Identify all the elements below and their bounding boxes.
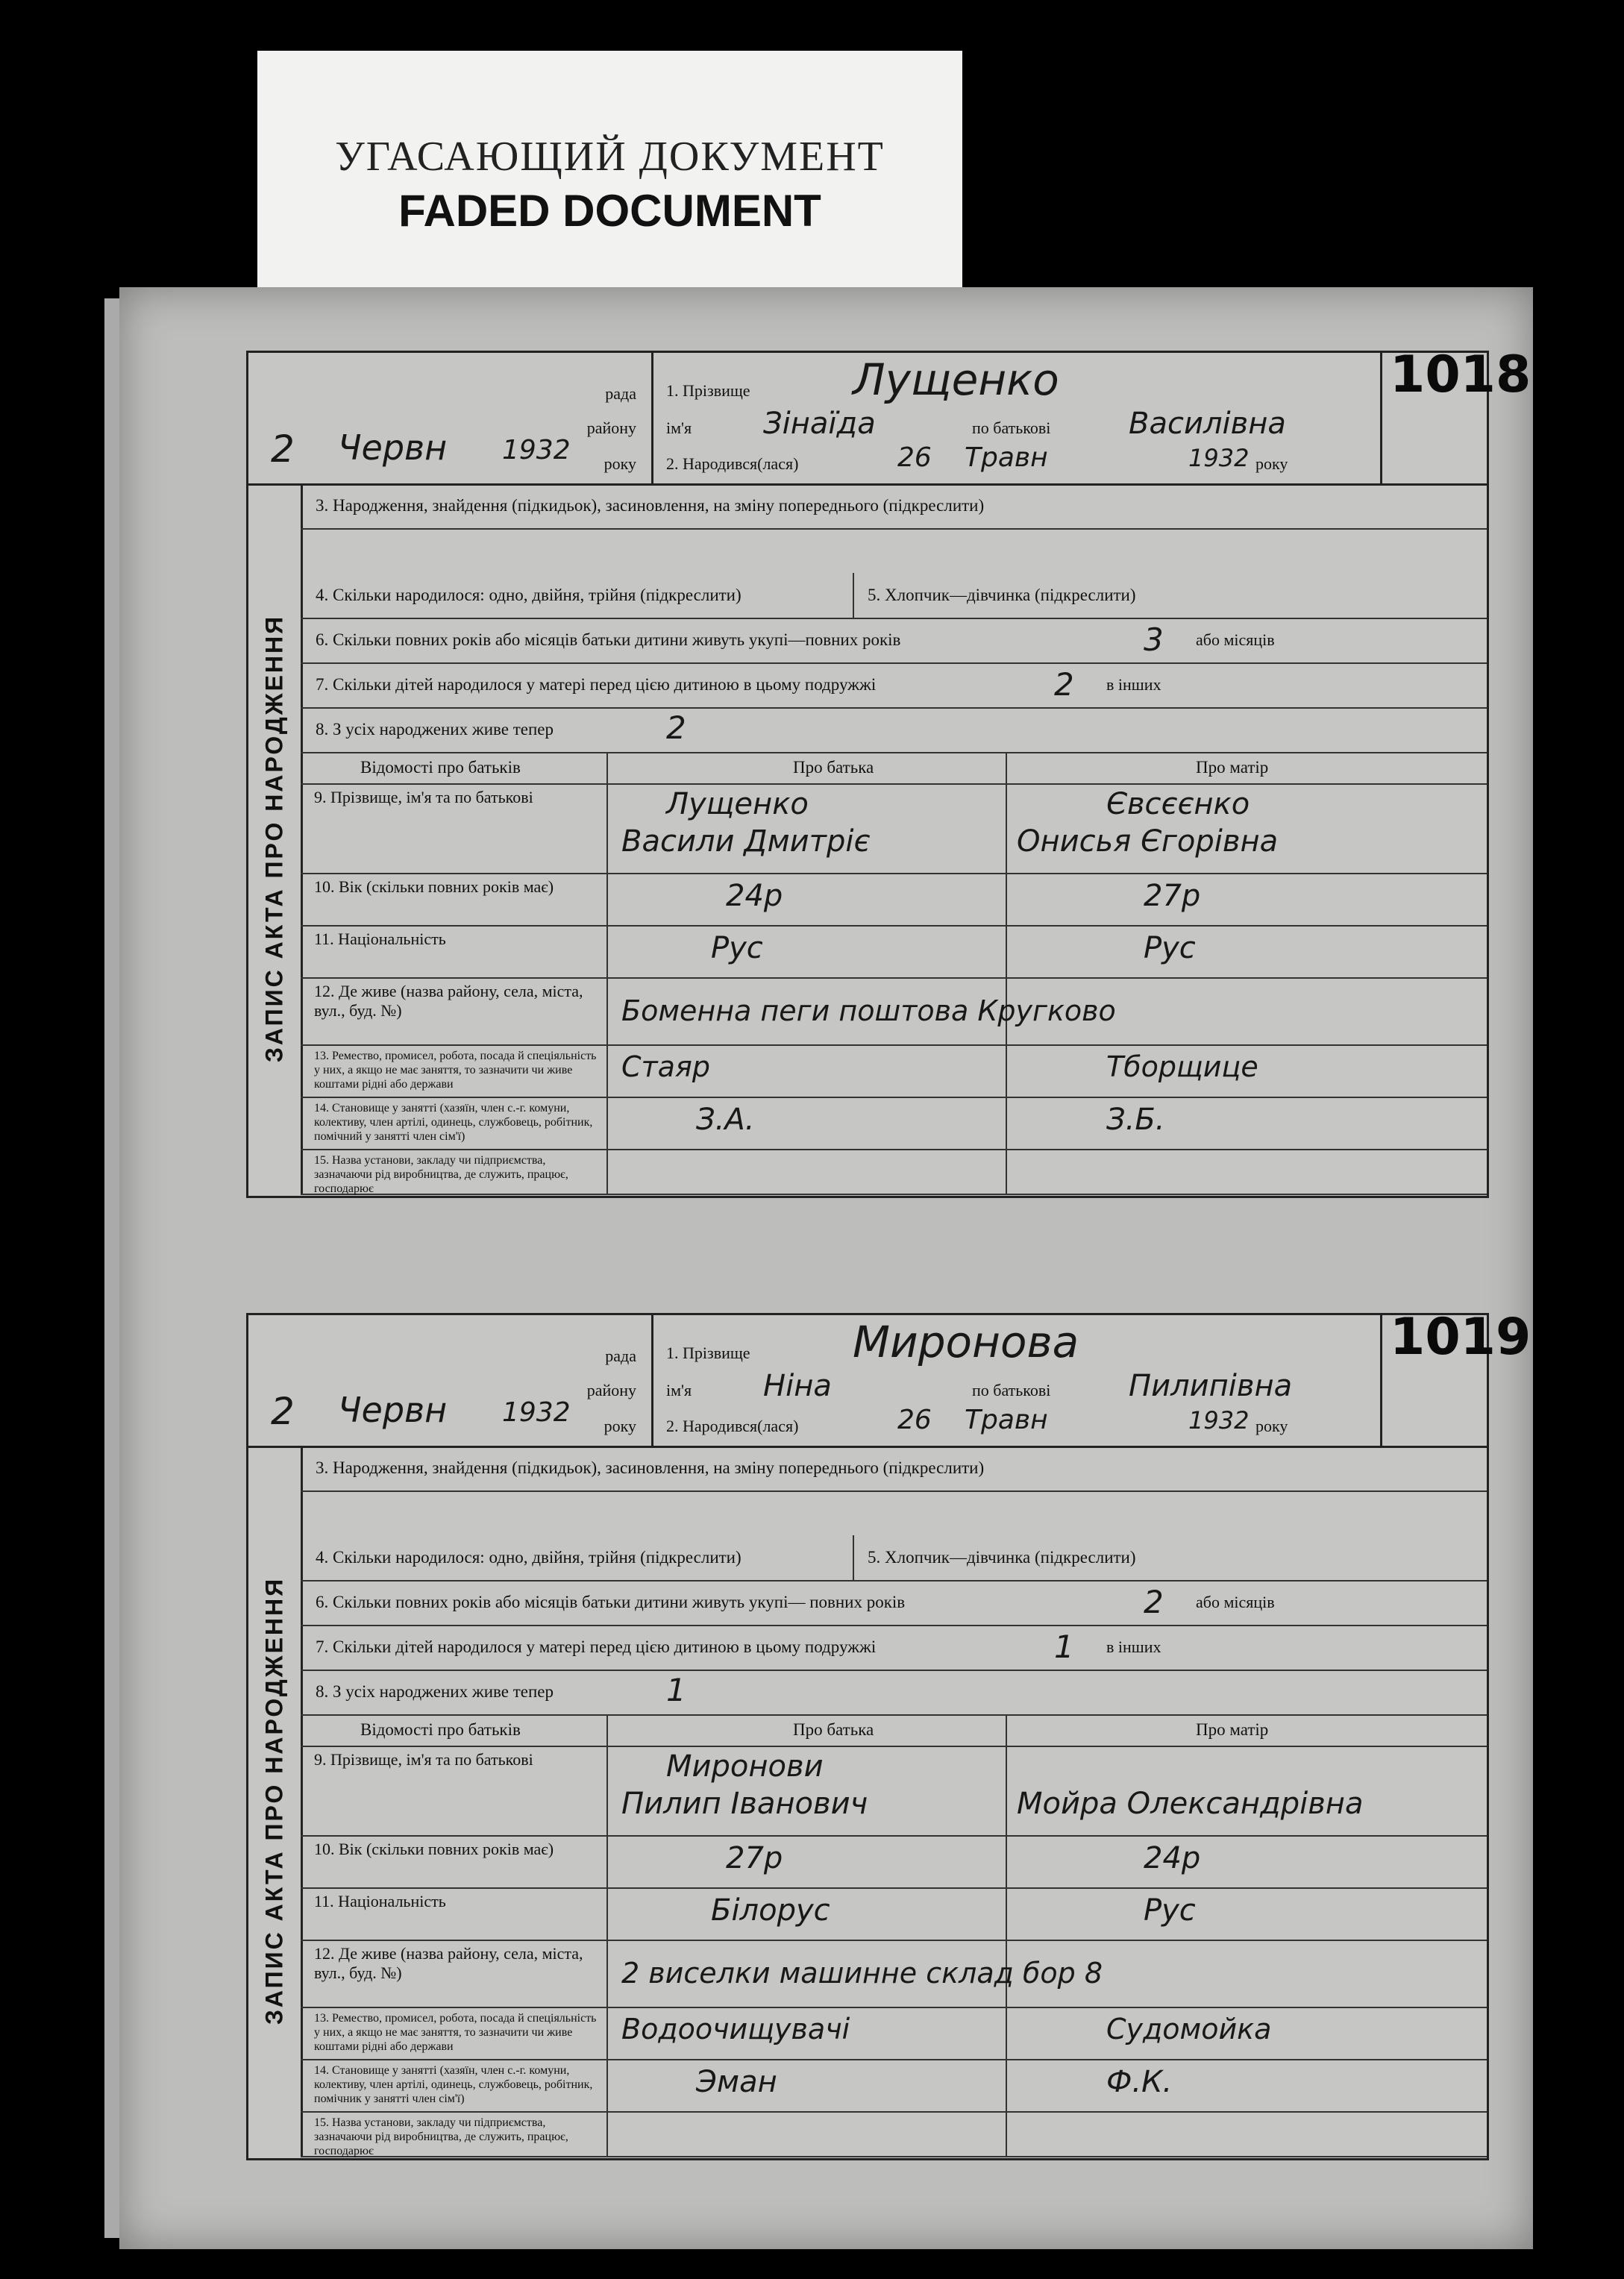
child-patronymic: Пилипівна xyxy=(1129,1369,1293,1403)
born-label: 2. Народився(лася) xyxy=(666,1417,799,1435)
label-l11: 11. Національність xyxy=(314,930,446,948)
child-surname: Миронова xyxy=(853,1317,1079,1367)
months-label: або місяців xyxy=(1196,1593,1275,1611)
label-line-ru: УГАСАЮЩИЙ ДОКУМЕНТ xyxy=(335,134,885,180)
alive-now: 1 xyxy=(666,1672,686,1708)
form-row-5-gender xyxy=(301,1535,1487,1581)
alive-now: 2 xyxy=(666,709,686,746)
born-day: 26 xyxy=(897,1405,932,1435)
label-line-en: FADED DOCUMENT xyxy=(398,186,821,236)
row-text: 7. Скільки дітей народилося у матері перед цією дитиною в цьому подружжі xyxy=(316,675,877,694)
birth-record-form xyxy=(246,1308,1531,2160)
registration-month: Червн xyxy=(338,1390,448,1430)
father-nationality: Рус xyxy=(711,931,763,965)
address: 2 виселки машинне склад бор 8 xyxy=(621,1957,1103,1990)
record-number: 1019 xyxy=(1390,1308,1531,1367)
form-row-5 xyxy=(301,1670,1487,1716)
form-row-1 xyxy=(301,1446,1487,1492)
registration-block xyxy=(248,353,653,483)
registration-month: Червн xyxy=(338,427,448,468)
record-number-box xyxy=(1380,1308,1531,1446)
row-text: 4. Скільки народилося: одно, двійня, трійня (підкреслити) xyxy=(316,1548,742,1567)
row-text: 7. Скільки дітей народилося у матері перед цією дитиною в цьому подружжі xyxy=(316,1637,877,1656)
parents-col-father: Про батька xyxy=(793,758,874,777)
parents-col-mother: Про матір xyxy=(1196,1720,1269,1739)
father-status: Эман xyxy=(696,2065,777,2099)
child-surname: Лущенко xyxy=(853,354,1059,405)
raion-label: району xyxy=(586,419,636,437)
born-label: 2. Народився(лася) xyxy=(666,454,799,473)
registration-year: 1932 xyxy=(502,1397,571,1428)
father-surname: Миронови xyxy=(666,1749,824,1784)
patronymic-label: по батькові xyxy=(972,1381,1051,1399)
father-name: Васили Дмитріє xyxy=(621,824,871,859)
born-year: 1932 xyxy=(1188,1406,1250,1435)
row-text: 6. Скільки повних років або місяців батьки дитини живуть укупі—повних років xyxy=(316,630,901,649)
roku-label: року xyxy=(603,1417,636,1435)
mother-status: З.Б. xyxy=(1106,1103,1165,1137)
name-label: ім'я xyxy=(666,419,692,437)
form-row-3 xyxy=(301,618,1487,664)
parents-header xyxy=(301,752,1487,785)
father-nationality: Білорус xyxy=(711,1893,830,1928)
label-l9: 9. Прізвище, ім'я та по батькові xyxy=(314,788,533,806)
father-occupation: Стаяр xyxy=(621,1050,710,1083)
father-name: Пилип Іванович xyxy=(621,1787,868,1821)
birth-record-form xyxy=(246,345,1531,1198)
child-name-block xyxy=(651,353,1382,483)
side-title-column xyxy=(248,1446,303,2156)
mother-occupation: Тборщице xyxy=(1106,1050,1258,1083)
child-name: Зінаїда xyxy=(763,407,876,441)
registration-day: 2 xyxy=(271,427,295,471)
label-l13: 13. Ремество, промисел, робота, посада й спеціяльність у них, а якщо не має заняття, то зазначити чи живе коштами рідні або держави xyxy=(314,1050,597,1091)
roku-label: року xyxy=(603,454,636,473)
mother-nationality: Рус xyxy=(1144,931,1196,965)
born-roku-label: року xyxy=(1255,454,1288,473)
name-label: ім'я xyxy=(666,1381,692,1399)
row-text: 4. Скільки народилося: одно, двійня, трійня (підкреслити) xyxy=(316,586,742,604)
child-name-block xyxy=(651,1315,1382,1446)
label-l11: 11. Національність xyxy=(314,1892,446,1910)
father-age: 27р xyxy=(726,1841,783,1875)
parents-col-mother: Про матір xyxy=(1196,758,1269,777)
mother-surname: Євсєєнко xyxy=(1106,787,1250,821)
children-before: 1 xyxy=(1054,1628,1074,1665)
registration-day: 2 xyxy=(271,1390,295,1433)
record-number-box xyxy=(1380,345,1531,483)
label-l10: 10. Вік (скільки повних років має) xyxy=(314,1840,554,1858)
row-text: 8. З усіх народжених живе тепер xyxy=(316,1682,554,1701)
born-month: Травн xyxy=(965,1405,1048,1435)
years-together: 3 xyxy=(1144,621,1164,658)
label-l15: 15. Назва установи, закладу чи підприємства, зазначаючи рід виробництва, де служить, працює, господарює xyxy=(314,1154,568,1195)
surname-label: 1. Прізвище xyxy=(666,1344,750,1362)
rada-label: рада xyxy=(605,384,636,403)
row-text: 3. Народження, знайдення (підкидьок), засиновлення, на зміну попереднього (підкреслити) xyxy=(316,1458,985,1477)
row-text: 3. Народження, знайдення (підкидьок), засиновлення, на зміну попереднього (підкреслити) xyxy=(316,496,985,515)
father-status: З.А. xyxy=(696,1103,755,1137)
other-label: в інших xyxy=(1106,1637,1161,1656)
surname-label: 1. Прізвище xyxy=(666,381,750,400)
form-row-4 xyxy=(301,662,1487,709)
father-occupation: Водоочищувачі xyxy=(621,2013,850,2046)
mother-name: Онисья Єгорівна xyxy=(1017,824,1279,859)
patronymic-label: по батькові xyxy=(972,419,1051,437)
label-l15: 15. Назва установи, закладу чи підприємства, зазначаючи рід виробництва, де служить, працює, господарює xyxy=(314,2116,568,2157)
faded-document-label xyxy=(257,51,962,297)
label-l14: 14. Становище у занятті (хазяїн, член с.-г. комуни, колективу, член артілі, одинець, службовець, робітник, помічник у занятті член сім'ї) xyxy=(314,2064,593,2105)
father-age: 24р xyxy=(726,879,783,913)
form-row-3 xyxy=(301,1580,1487,1626)
mother-occupation: Судомойка xyxy=(1106,2013,1272,2046)
born-roku-label: року xyxy=(1255,1417,1288,1435)
label-l14: 14. Становище у занятті (хазяїн, член с.-г. комуни, колективу, член артілі, одинець, службовець, робітник, помічний у занятті член сім'ї) xyxy=(314,1102,593,1143)
rada-label: рада xyxy=(605,1347,636,1365)
months-label: або місяців xyxy=(1196,630,1275,649)
side-title-column xyxy=(248,483,303,1194)
form-row-1 xyxy=(301,483,1487,530)
registration-year: 1932 xyxy=(502,435,571,465)
gender-text: 5. Хлопчик—дівчинка (підкреслити) xyxy=(868,586,1136,604)
mother-status: Ф.К. xyxy=(1106,2065,1173,2099)
label-l12: 12. Де живе (назва району, села, міста, вул., буд. №) xyxy=(314,982,583,1020)
child-patronymic: Василівна xyxy=(1129,407,1286,441)
registration-block xyxy=(248,1315,653,1446)
label-l9: 9. Прізвище, ім'я та по батькові xyxy=(314,1750,533,1769)
born-day: 26 xyxy=(897,442,932,473)
born-year: 1932 xyxy=(1188,444,1250,472)
label-l13: 13. Ремество, промисел, робота, посада й спеціяльність у них, а якщо не має заняття, то зазначити чи живе коштами рідні або держави xyxy=(314,2012,597,2053)
mother-name: Мойра Олександрівна xyxy=(1017,1787,1364,1821)
row-text: 6. Скільки повних років або місяців батьки дитини живуть укупі— повних років xyxy=(316,1593,906,1611)
father-surname: Лущенко xyxy=(666,787,809,821)
mother-age: 27р xyxy=(1144,879,1201,913)
row-text: 8. З усіх народжених живе тепер xyxy=(316,720,554,739)
born-month: Травн xyxy=(965,442,1048,473)
mother-nationality: Рус xyxy=(1144,1893,1196,1928)
form-header xyxy=(248,345,1531,486)
label-l10: 10. Вік (скільки повних років має) xyxy=(314,877,554,896)
form-row-5-gender xyxy=(301,573,1487,619)
mother-age: 24р xyxy=(1144,1841,1201,1875)
gender-text: 5. Хлопчик—дівчинка (підкреслити) xyxy=(868,1548,1136,1567)
parents-col-info: Відомості про батьків xyxy=(360,758,521,777)
years-together: 2 xyxy=(1144,1584,1164,1620)
parents-header xyxy=(301,1714,1487,1747)
child-name: Ніна xyxy=(763,1369,832,1403)
parents-col-father: Про батька xyxy=(793,1720,874,1739)
children-before: 2 xyxy=(1054,666,1074,703)
other-label: в інших xyxy=(1106,675,1161,694)
parents-col-info: Відомості про батьків xyxy=(360,1720,521,1739)
side-title: ЗАПИС АКТА ПРО НАРОДЖЕННЯ xyxy=(260,1576,288,2025)
address: Боменна пеги поштова Кругково xyxy=(621,994,1116,1027)
label-l12: 12. Де живе (назва району, села, міста, вул., буд. №) xyxy=(314,1944,583,1982)
record-number: 1018 xyxy=(1390,345,1531,404)
form-header xyxy=(248,1308,1531,1448)
form-row-5 xyxy=(301,707,1487,753)
side-title: ЗАПИС АКТА ПРО НАРОДЖЕННЯ xyxy=(260,614,288,1063)
raion-label: району xyxy=(586,1381,636,1399)
form-row-4 xyxy=(301,1625,1487,1671)
